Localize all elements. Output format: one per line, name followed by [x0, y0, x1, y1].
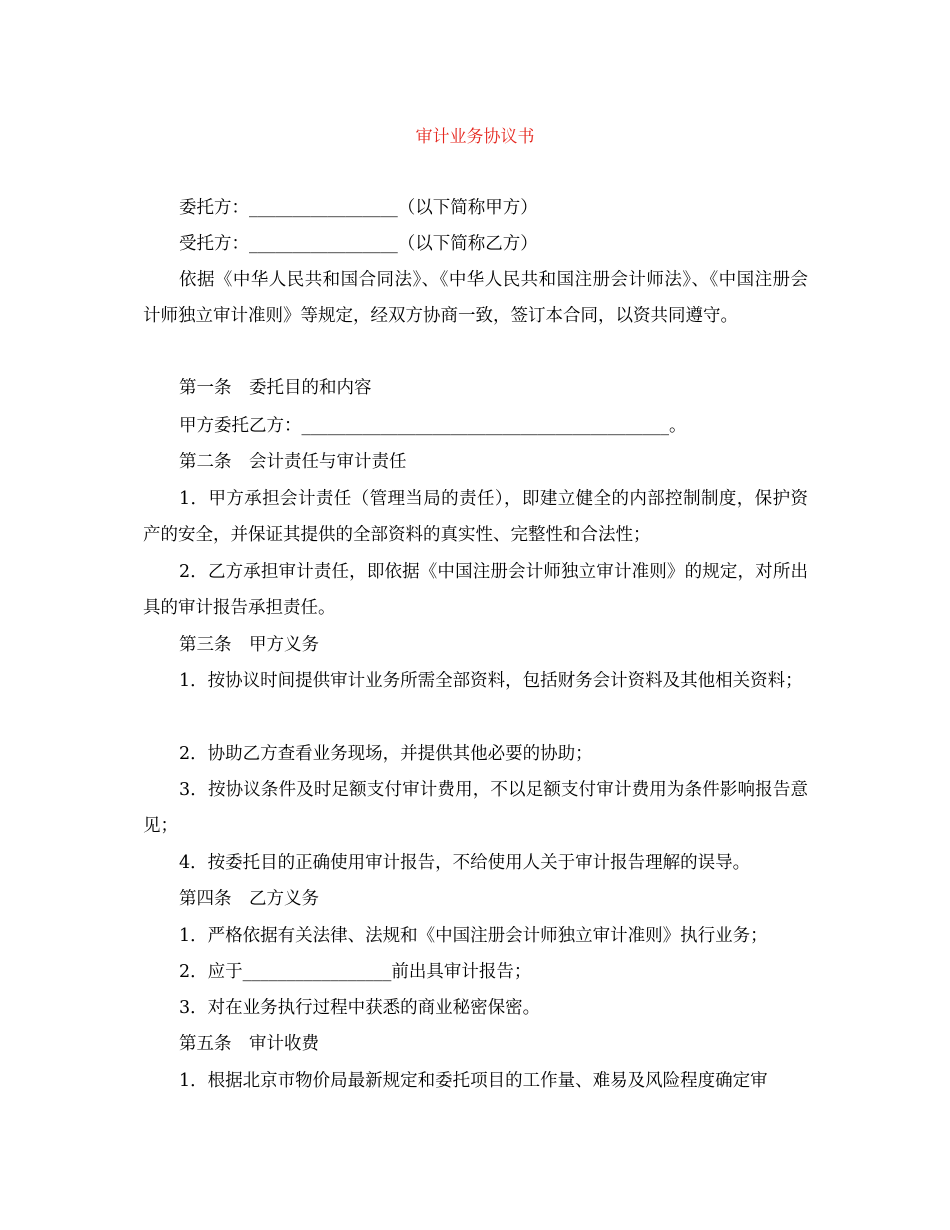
- article-3-item-1: 1．按协议时间提供审计业务所需全部资料，包括财务会计资料及其他相关资料；: [179, 671, 803, 691]
- article-4-item-2: 2．应于_________________前出具审计报告；: [179, 962, 532, 982]
- article-4-item-3: 3．对在业务执行过程中获悉的商业秘密保密。: [179, 998, 541, 1018]
- article-3-heading: 第三条 甲方义务: [179, 635, 319, 655]
- paragraph-client: 委托方：_________________（以下简称甲方）: [179, 198, 538, 218]
- article-3-item-2: 2．协助乙方查看业务现场，并提供其他必要的协助；: [179, 744, 593, 764]
- article-2-item-2: 2．乙方承担审计责任，即依据《中国注册会计师独立审计准则》的规定，对所出具的审计报告承担责任。: [143, 562, 808, 618]
- article-3-item-4: 4．按委托目的正确使用审计报告，不给使用人关于审计报告理解的误导。: [179, 853, 751, 873]
- paragraph-basis: 依据《中华人民共和国合同法》、《中华人民共和国注册会计师法》、《中国注册会计师独立审计准则》等规定，经双方协商一致，签订本合同，以资共同遵守。: [143, 270, 808, 326]
- paragraph-entrust-content: 甲方委托乙方：__________________________________________。: [179, 416, 687, 436]
- paragraph-contractor: 受托方：_________________（以下简称乙方）: [179, 234, 538, 254]
- article-5-item-1: 1．根据北京市物价局最新规定和委托项目的工作量、难易及风险程度确定审: [179, 1071, 768, 1091]
- document-title: 审计业务协议书: [415, 127, 535, 147]
- article-4-item-1: 1．严格依据有关法律、法规和《中国注册会计师独立审计准则》执行业务；: [179, 926, 768, 946]
- article-3-item-3: 3．按协议条件及时足额支付审计费用，不以足额支付审计费用为条件影响报告意见；: [143, 780, 808, 836]
- article-5-heading: 第五条 审计收费: [179, 1034, 319, 1054]
- article-2-item-1: 1．甲方承担会计责任（管理当局的责任），即建立健全的内部控制制度，保护资产的安全，并保证其提供的全部资料的真实性、完整性和合法性；: [143, 489, 808, 545]
- article-4-heading: 第四条 乙方义务: [179, 889, 319, 909]
- article-2-heading: 第二条 会计责任与审计责任: [179, 452, 407, 472]
- article-1-heading: 第一条 委托目的和内容: [179, 378, 372, 398]
